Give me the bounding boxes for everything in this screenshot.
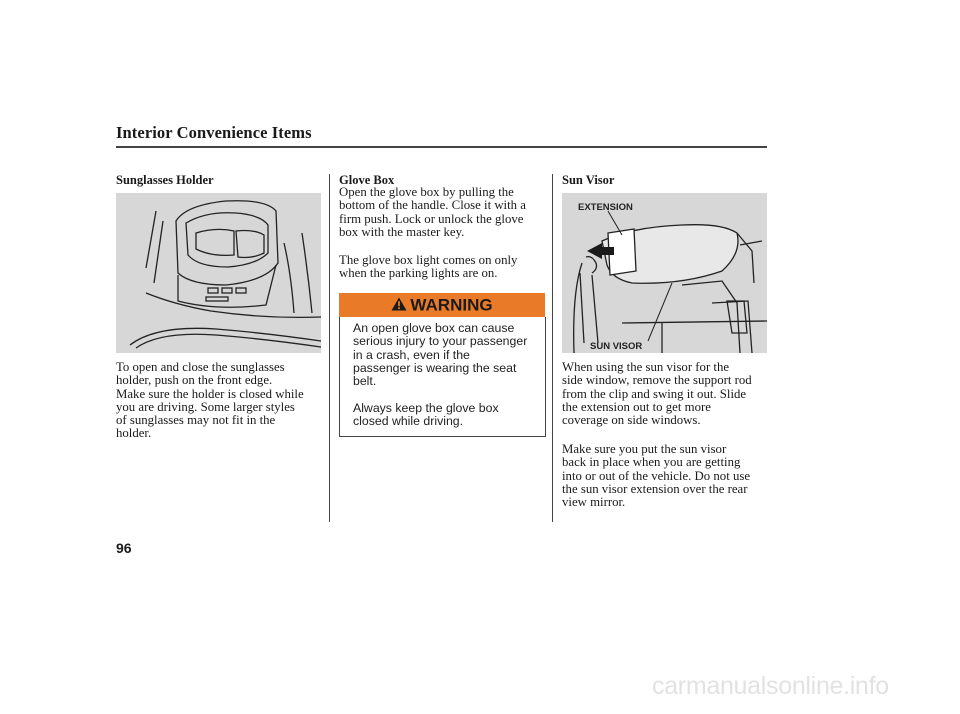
warning-triangle-icon <box>391 294 407 318</box>
warning-injury-text: An open glove box can cause serious injury to your passenger in a crash, even if the passenger is wearing the seat belt. <box>353 321 528 389</box>
sun-visor-drawing <box>562 193 767 353</box>
sun-visor-callout-label: SUN VISOR <box>590 341 643 352</box>
title-rule <box>116 146 767 148</box>
sunvisor-heading: Sun Visor <box>562 173 615 187</box>
sunvisor-usage-instructions: When using the sun visor for the side window, remove the support rod from the clip and swing it out. Slide the extension out to get more coverage on side windows. <box>562 360 752 428</box>
section-title: Interior Convenience Items <box>116 123 312 142</box>
sunglasses-description: To open and close the sunglasses holder, push on the front edge. Make sure the holder is closed while you are driving. Some larger styles of sunglasses may not fit in the holder. <box>116 360 304 441</box>
glovebox-light-note: The glove box light comes on only when the parking lights are on. <box>339 253 518 281</box>
column-divider-right <box>552 174 553 522</box>
glovebox-heading: Glove Box <box>339 173 395 187</box>
warning-banner <box>339 293 545 317</box>
warning-label: WARNING <box>410 295 493 315</box>
extension-callout-label: EXTENSION <box>578 202 633 213</box>
sunvisor-caution-note: Make sure you put the sun visor back in place when you are getting into or out of the vehicle. Do not use the sun visor extension over the rear view mirror. <box>562 442 751 510</box>
column-divider-left <box>329 174 330 522</box>
footer-watermark: carmanualsonline.info <box>652 672 889 700</box>
warning-keep-closed-text: Always keep the glove box closed while driving. <box>353 401 499 429</box>
sunglasses-heading: Sunglasses Holder <box>116 173 214 187</box>
glovebox-open-instructions: Open the glove box by pulling the bottom of the handle. Close it with a firm push. Lock or unlock the glove box with the master key. <box>339 185 526 239</box>
sunglasses-holder-illustration <box>116 193 321 353</box>
sunglasses-holder-drawing <box>116 193 321 353</box>
page-number: 96 <box>116 540 132 556</box>
sun-visor-illustration <box>562 193 767 353</box>
